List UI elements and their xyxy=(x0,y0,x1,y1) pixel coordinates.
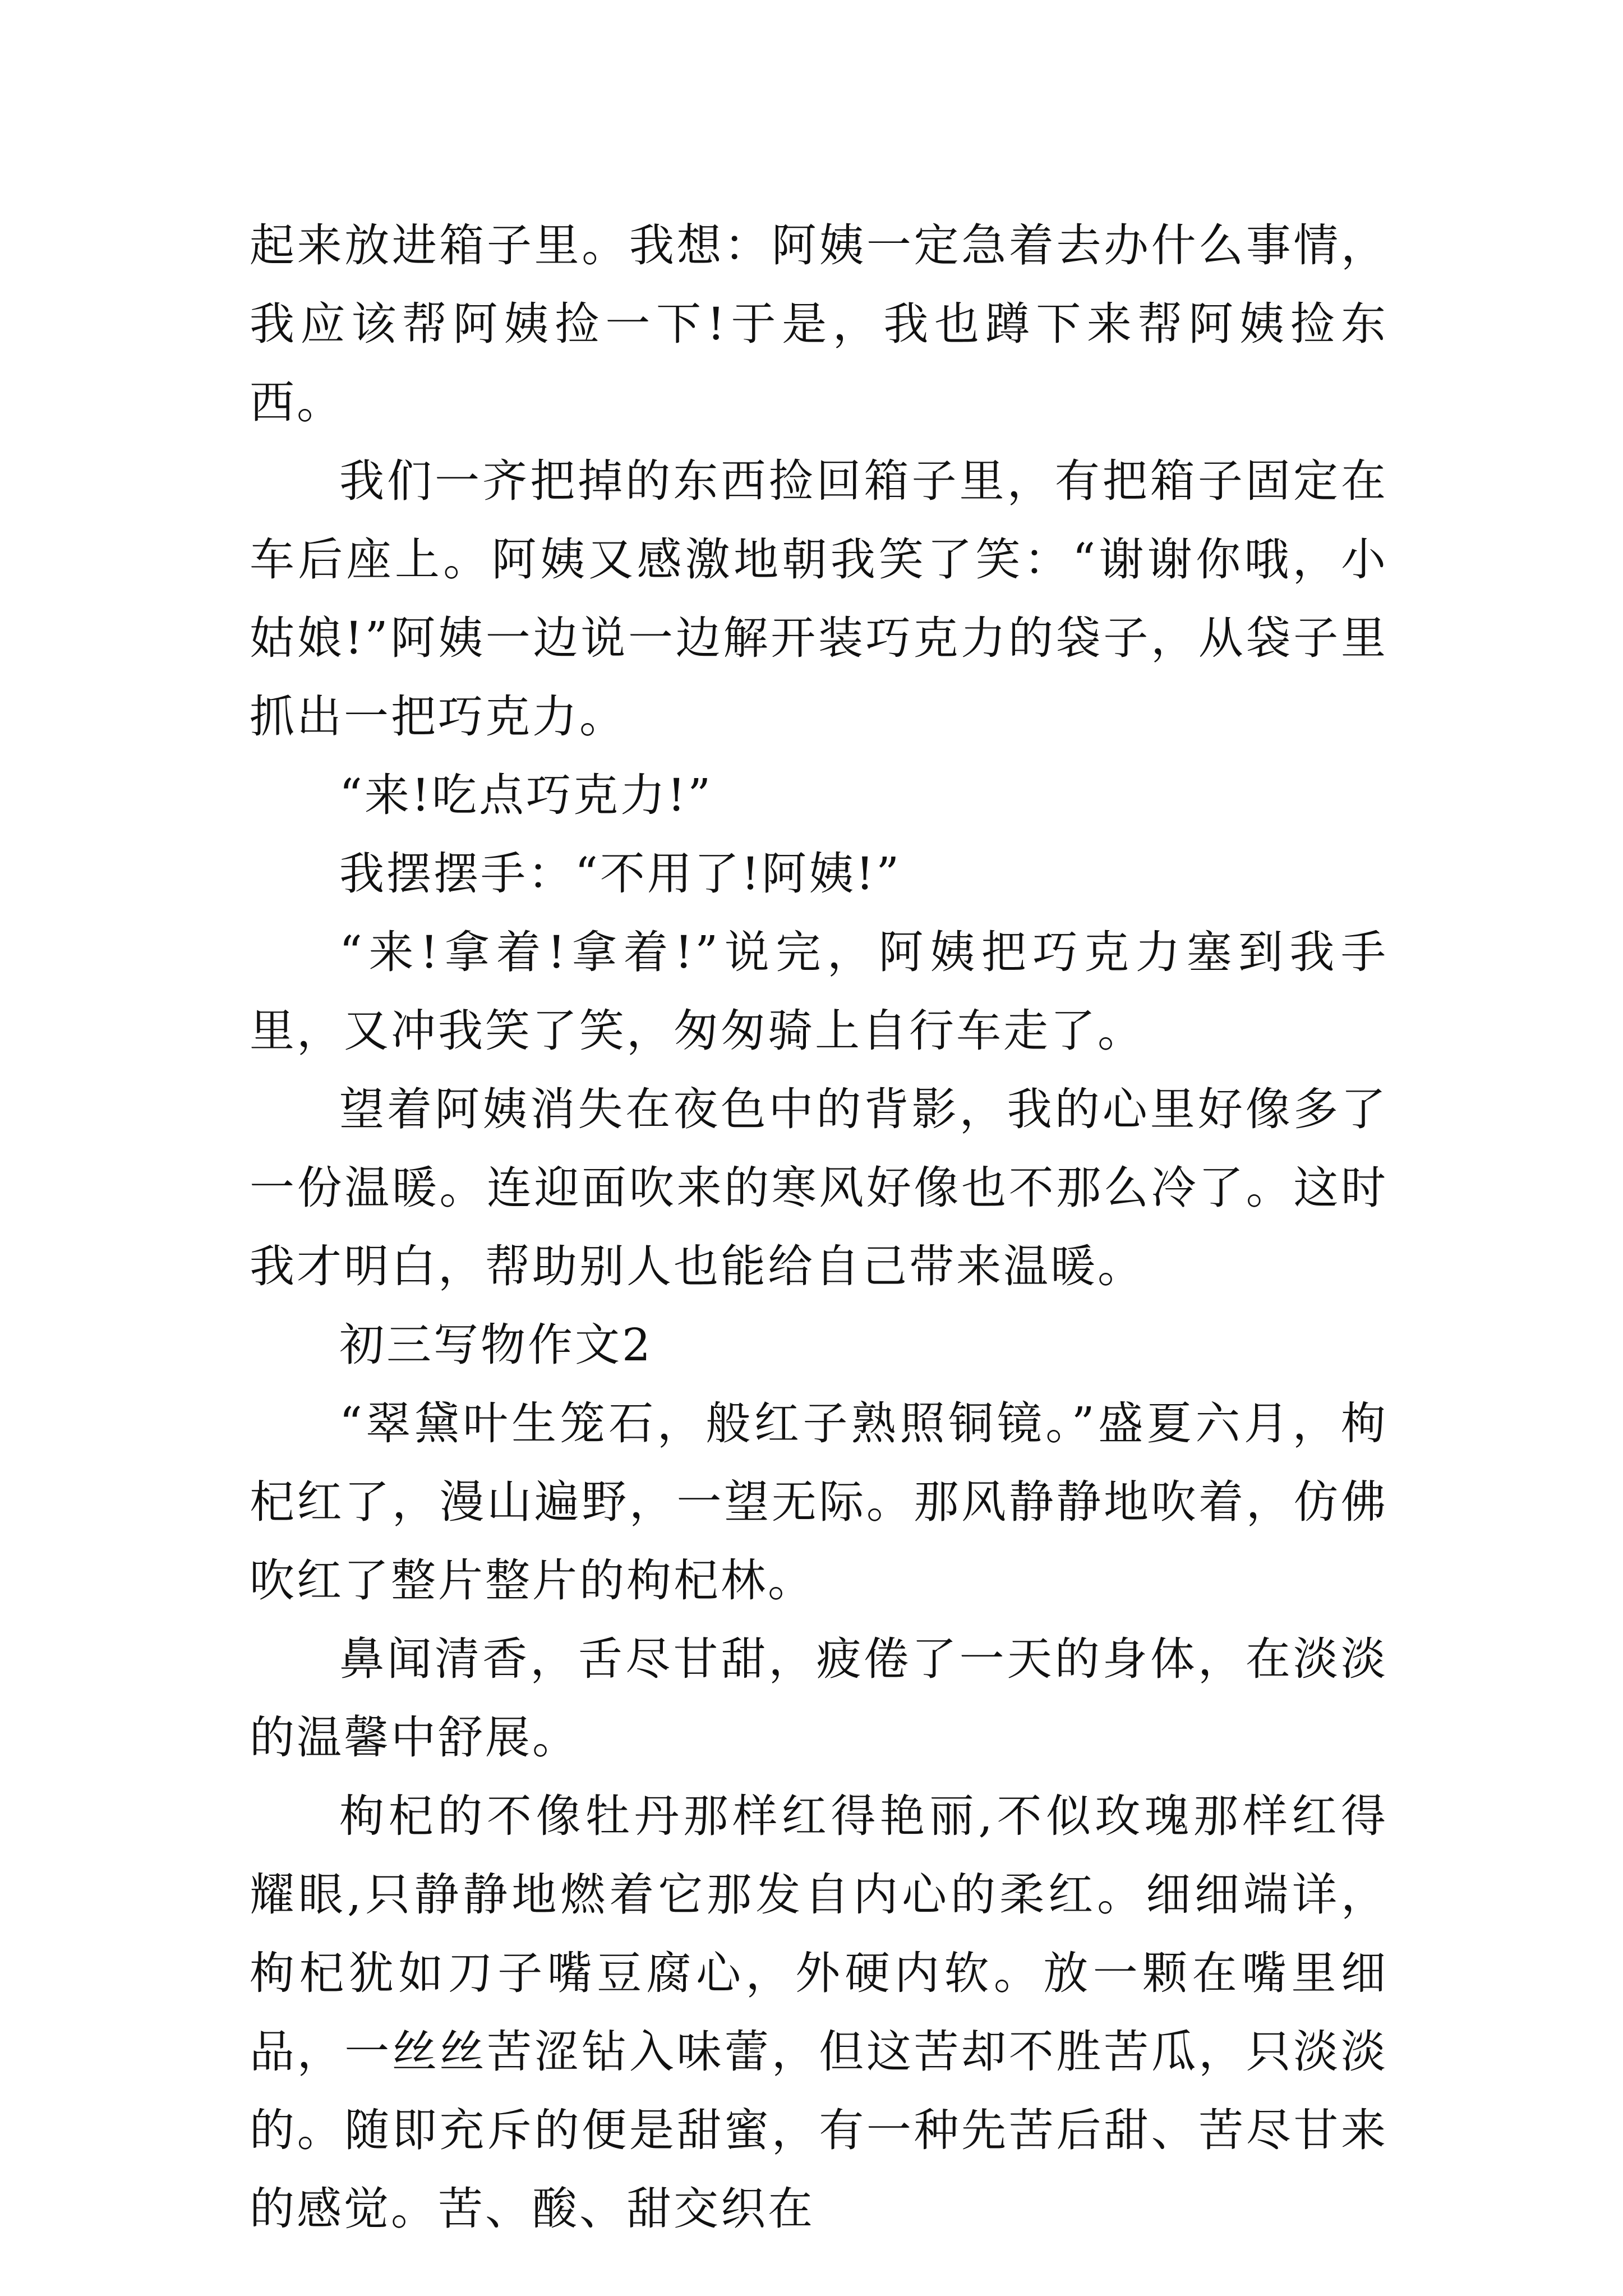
paragraph: “翠黛叶生笼石，般红子熟照铜镜。”盛夏六月，枸杞红了，漫山遍野，一望无际。那风静静地吹着，仿佛吹红了整片整片的枸杞林。 xyxy=(250,1397,1388,1607)
text-column xyxy=(250,206,1388,2248)
paragraph: 我们一齐把掉的东西捡回箱子里，有把箱子固定在车后座上。阿姨又感激地朝我笑了笑：“谢谢你哦，小姑娘!”阿姨一边说一边解开装巧克力的袋子，从袋子里抓出一把巧克力。 xyxy=(250,455,1388,743)
section-heading: 初三写物作文2 xyxy=(339,1319,653,1371)
paragraph: 枸杞的不像牡丹那样红得艳丽,不似玫瑰那样红得耀眼,只静静地燃着它那发自内心的柔红。细细端详，枸杞犹如刀子嘴豆腐心，外硬内软。放一颗在嘴里细品，一丝丝苦涩钻入味蕾，但这苦却不胜苦瓜，只淡淡的。随即充斥的便是甜蜜，有一种先苦后甜、苦尽甘来的感觉。苦、酸、甜交织在 xyxy=(250,1790,1388,2235)
paragraph-continued: 起来放进箱子里。我想：阿姨一定急着去办什么事情，我应该帮阿姨捡一下!于是，我也蹲下来帮阿姨捡东西。 xyxy=(250,219,1388,429)
paragraph: “来!拿着!拿着!”说完，阿姨把巧克力塞到我手里，又冲我笑了笑，匆匆骑上自行车走了。 xyxy=(250,926,1388,1057)
paragraph: “来!吃点巧克力!” xyxy=(339,769,713,821)
paragraph: 鼻闻清香，舌尽甘甜，疲倦了一天的身体，在淡淡的温馨中舒展。 xyxy=(250,1633,1388,1764)
paragraph: 我摆摆手：“不用了!阿姨!” xyxy=(339,848,902,900)
paragraph: 望着阿姨消失在夜色中的背影，我的心里好像多了一份温暖。连迎面吹来的寒风好像也不那么冷了。这时我才明白，帮助别人也能给自己带来温暖。 xyxy=(250,1083,1388,1292)
